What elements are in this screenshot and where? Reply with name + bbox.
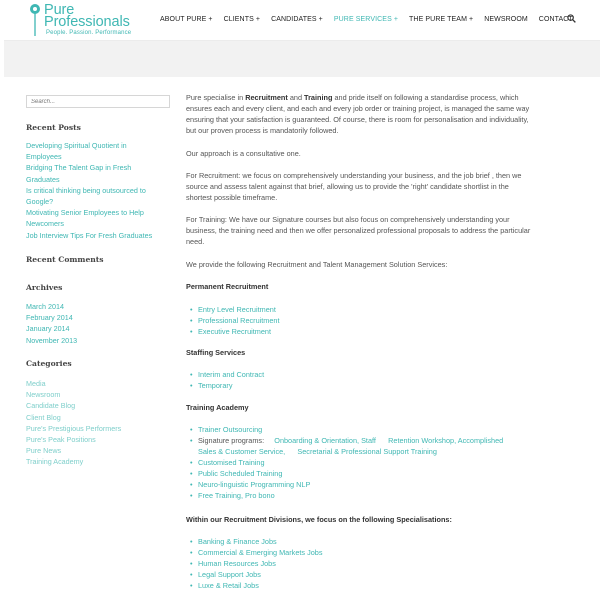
specialisation-link[interactable]: • Human Resources Jobs xyxy=(190,558,323,569)
category-link[interactable]: Client Blog xyxy=(26,412,61,422)
training-academy-list xyxy=(190,424,503,501)
service-link[interactable]: • Trainer Outsourcing xyxy=(190,424,503,435)
nav-newsroom[interactable]: NEWSROOM xyxy=(484,15,528,23)
permanent-recruitment-heading: Permanent Recruitment xyxy=(186,282,269,291)
category-link[interactable]: Candidate Blog xyxy=(26,401,76,411)
signature-program-link[interactable]: Retention Workshop, Accomplished xyxy=(388,436,504,445)
archive-link[interactable]: November 2013 xyxy=(26,335,78,345)
logo[interactable] xyxy=(29,2,149,38)
sidebar xyxy=(26,95,170,467)
service-link[interactable]: • Temporary xyxy=(190,380,264,391)
category-link[interactable]: Training Academy xyxy=(26,457,84,467)
intro-paragraph: Pure specialise in Recruitment and Training and pride itself on following a standardise process, which ensures each and every client, and each and every job order or training project, is managed the same way ensuring that your satisfaction is guaranteed. Of course, there is room for personalisation and individuality, but our proven process is mandatorily followed. xyxy=(186,93,530,135)
training-academy-heading: Training Academy xyxy=(186,403,249,412)
signature-program-link[interactable]: Sales & Customer Service, xyxy=(198,447,286,456)
nav-clients[interactable]: CLIENTS + xyxy=(223,15,261,23)
recent-post-link[interactable]: Developing Spiritual Quotient in xyxy=(26,141,127,150)
archives-title: Archives xyxy=(26,283,63,292)
approach-paragraph: Our approach is a consultative one. xyxy=(186,149,301,158)
training-paragraph: For Training: We have our Signature courses but also focus on comprehensively understanding your business, the training need and then we offer personalized professional proposals to address the particular need. xyxy=(186,215,531,246)
recent-post-link[interactable]: Google? xyxy=(26,197,54,207)
service-link[interactable]: • Interim and Contract xyxy=(190,369,264,380)
recent-post-link[interactable]: Is critical thinking being outsourced to xyxy=(26,185,146,195)
site-header xyxy=(0,0,600,40)
category-link[interactable]: Pure News xyxy=(26,446,62,456)
recent-posts-list xyxy=(26,140,176,241)
nav-candidates[interactable]: CANDIDATES + xyxy=(271,15,323,23)
category-link[interactable]: Newsroom xyxy=(26,390,61,400)
service-link[interactable]: • Customised Training xyxy=(190,457,503,468)
signature-program-link[interactable]: Secretarial & Professional Support Training xyxy=(297,447,437,456)
staffing-services-list xyxy=(190,369,264,391)
archive-link[interactable]: March 2014 xyxy=(26,302,64,311)
specialisations-heading: Within our Recruitment Divisions, we focus on the following Specialisations: xyxy=(186,515,452,524)
categories-title: Categories xyxy=(26,359,72,368)
service-link[interactable]: • Public Scheduled Training xyxy=(190,468,503,479)
signature-programs-item: • Signature programs: Onboarding & Orientation, Staff Retention Workshop, Accomplished Sales & Customer Service, Secretarial & Professional Support Training xyxy=(190,435,503,457)
page-title-band xyxy=(4,40,600,77)
service-link[interactable]: • Free Training, Pro bono xyxy=(190,490,503,501)
logo-tagline: People. Passion. Performance xyxy=(46,30,132,36)
archives-list xyxy=(26,301,77,346)
sidebar-search-input[interactable] xyxy=(26,95,170,108)
location-pin-icon xyxy=(29,3,41,37)
nav-the-pure-team[interactable]: THE PURE TEAM + xyxy=(409,15,474,23)
archive-link[interactable]: February 2014 xyxy=(26,313,73,323)
category-link[interactable]: Pure's Prestigious Performers xyxy=(26,423,122,433)
service-link[interactable]: • Neuro-linguistic Programming NLP xyxy=(190,479,503,490)
recent-post-link[interactable]: Newcomers xyxy=(26,219,64,229)
specialisation-link[interactable]: • Commercial & Emerging Markets Jobs xyxy=(190,547,323,558)
category-link[interactable]: Pure's Peak Positions xyxy=(26,435,96,445)
archive-link[interactable]: January 2014 xyxy=(26,324,70,334)
nav-contact[interactable]: CONTACT xyxy=(538,15,573,23)
logo-text-line2: Professionals xyxy=(44,14,130,30)
specialisations-list xyxy=(190,536,323,591)
logo-text-line1: Pure xyxy=(44,2,75,18)
service-link[interactable]: • Entry Level Recruitment xyxy=(190,304,280,315)
recent-post-link[interactable]: Job Interview Tips For Fresh Graduates xyxy=(26,230,153,240)
service-link[interactable]: • Professional Recruitment xyxy=(190,315,280,326)
recent-post-link[interactable]: Bridging The Talent Gap in Fresh xyxy=(26,163,132,173)
search-icon[interactable] xyxy=(567,14,576,23)
staffing-services-heading: Staffing Services xyxy=(186,348,246,357)
signature-program-link[interactable]: Onboarding & Orientation, Staff xyxy=(274,436,376,445)
recent-post-link[interactable]: Graduates xyxy=(26,174,60,184)
recent-posts-title: Recent Posts xyxy=(26,123,81,132)
category-link[interactable]: Media xyxy=(26,379,46,388)
recent-comments-title: Recent Comments xyxy=(26,255,104,264)
permanent-recruitment-list xyxy=(190,304,280,337)
services-intro: We provide the following Recruitment and Talent Management Solution Services: xyxy=(186,260,448,269)
specialisation-link[interactable]: • Banking & Finance Jobs xyxy=(190,536,323,547)
specialisation-link[interactable]: • Luxe & Retail Jobs xyxy=(190,580,323,591)
main-nav xyxy=(160,13,584,25)
specialisation-link[interactable]: • Legal Support Jobs xyxy=(190,569,323,580)
recent-post-link[interactable]: Motivating Senior Employees to Help xyxy=(26,208,144,218)
nav-about-pure[interactable]: ABOUT PURE + xyxy=(160,15,213,23)
nav-pure-services[interactable]: PURE SERVICES + xyxy=(333,15,399,23)
recruitment-paragraph: For Recruitment: we focus on comprehensively understanding your business, and the job brief , then we source and assess talent against that brief, allowing us to provide the 'right' candidate shortlist in the shortest possible timeframe. xyxy=(186,171,522,202)
recent-post-link[interactable]: Employees xyxy=(26,152,62,162)
service-link[interactable]: • Executive Recruitment xyxy=(190,326,280,337)
categories-list xyxy=(26,378,121,468)
